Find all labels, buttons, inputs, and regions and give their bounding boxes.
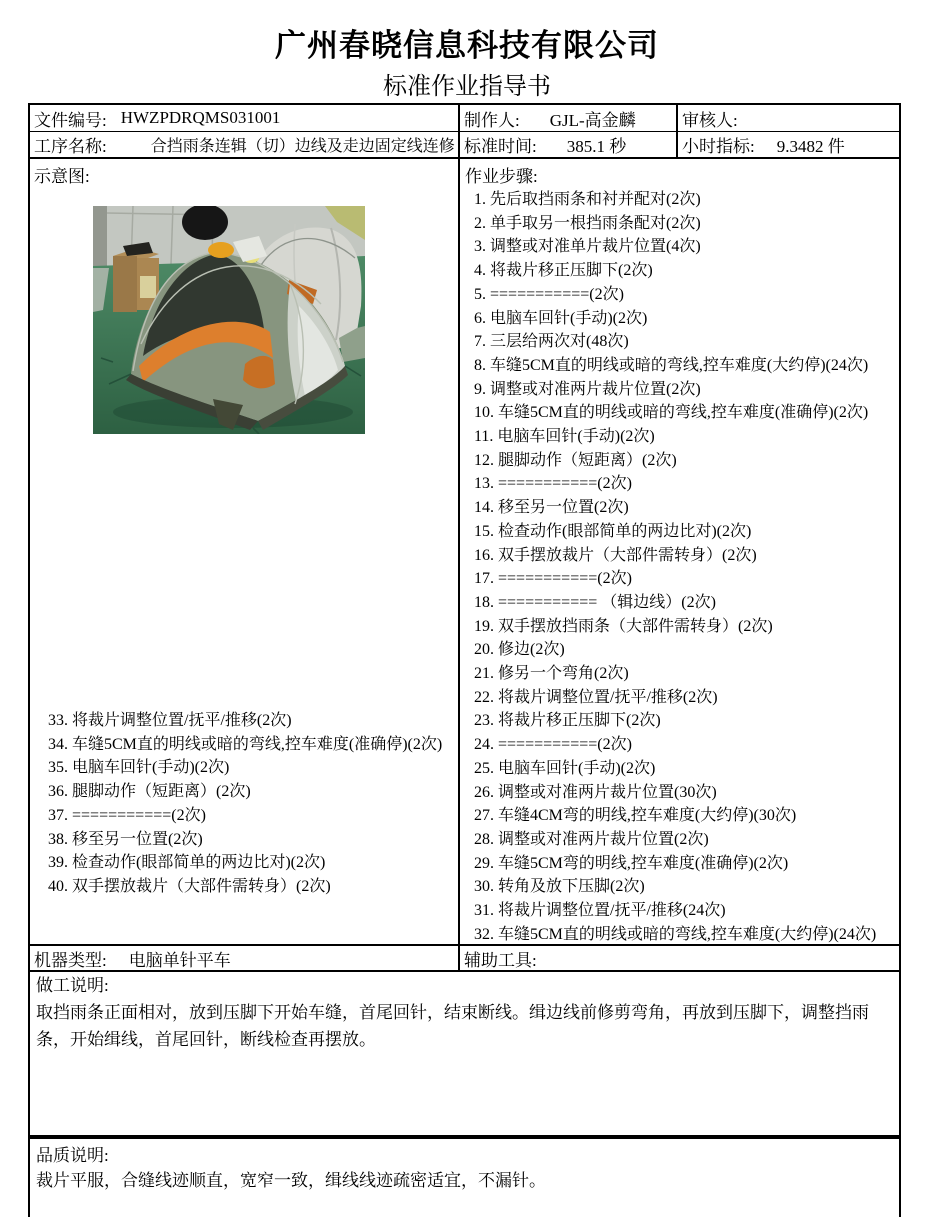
std-time-cell <box>460 132 678 157</box>
process-label: 工序名称: <box>34 137 107 156</box>
step-item: 34. 车缝5CM直的明线或暗的弯线,控车难度(准确停)(2次) <box>48 735 443 753</box>
step-item: 25. 电脑车回针(手动)(2次) <box>474 759 656 777</box>
work-note-box <box>30 972 899 1139</box>
document-title: 标准作业指导书 <box>383 74 551 100</box>
step-item: 37. ===========(2次) <box>48 806 206 824</box>
steps-cell <box>460 159 899 944</box>
maker-value: GJL-高金麟 <box>549 110 636 130</box>
step-item: 20. 修边(2次) <box>474 641 565 659</box>
diagram-label: 示意图: <box>34 167 90 186</box>
maker-cell <box>460 105 678 131</box>
main-row <box>30 159 899 946</box>
step-item: 6. 电脑车回针(手动)(2次) <box>474 309 648 327</box>
step-item: 2. 单手取另一根挡雨条配对(2次) <box>474 214 701 232</box>
step-item: 28. 调整或对准两片裁片位置(2次) <box>474 830 709 848</box>
step-item: 15. 检查动作(眼部简单的两边比对)(2次) <box>474 522 752 540</box>
maker-label: 制作人: <box>464 110 520 130</box>
instruction-table <box>28 103 901 1217</box>
work-note-text: 取挡雨条正面相对，放到压脚下开始车缝，首尾回针，结束断线。缉边线前修剪弯角，再放到压脚下，调整挡雨条，开始缉线，首尾回针，断线检查再摆放。 <box>36 1003 869 1049</box>
step-item: 18. =========== （辑边线）(2次) <box>474 593 716 611</box>
step-item: 19. 双手摆放挡雨条（大部件需转身）(2次) <box>474 617 773 635</box>
steps-list-1-32 <box>474 188 899 944</box>
hour-target-label: 小时指标: <box>682 137 755 156</box>
quality-note-label: 品质说明: <box>36 1146 109 1165</box>
process-cell <box>30 132 460 157</box>
step-item: 22. 将裁片调整位置/抚平/推移(2次) <box>474 688 718 706</box>
step-item: 39. 检查动作(眼部简单的两边比对)(2次) <box>48 854 326 872</box>
step-item: 31. 将裁片调整位置/抚平/推移(24次) <box>474 902 726 920</box>
step-item: 12. 腿脚动作（短距离）(2次) <box>474 451 677 469</box>
machine-value: 电脑单针平车 <box>128 950 231 970</box>
step-item: 13. ===========(2次) <box>474 475 632 493</box>
hour-target-value: 9.3482 件 <box>776 137 845 156</box>
auditor-label: 审核人: <box>682 110 738 130</box>
step-item: 11. 电脑车回针(手动)(2次) <box>474 428 655 446</box>
step-item: 4. 将裁片移正压脚下(2次) <box>474 262 653 280</box>
std-time-value: 385.1 秒 <box>566 137 627 156</box>
step-item: 21. 修另一个弯角(2次) <box>474 665 629 683</box>
step-item: 3. 调整或对准单片裁片位置(4次) <box>474 238 701 256</box>
file-no-label: 文件编号: <box>34 110 107 130</box>
work-note-label: 做工说明: <box>36 976 109 995</box>
step-item: 26. 调整或对准两片裁片位置(30次) <box>474 783 717 801</box>
steps-list-33-40 <box>48 709 458 899</box>
tools-label: 辅助工具: <box>464 950 537 970</box>
step-item: 30. 转角及放下压脚(2次) <box>474 878 645 896</box>
steps-label: 作业步骤: <box>465 167 538 186</box>
company-title: 广州春晓信息科技有限公司 <box>275 28 659 63</box>
step-item: 29. 车缝5CM弯的明线,控车难度(准确停)(2次) <box>474 854 789 872</box>
step-item: 33. 将裁片调整位置/抚平/推移(2次) <box>48 712 292 729</box>
step-item: 1. 先后取挡雨条和衬并配对(2次) <box>474 191 701 208</box>
file-no-cell <box>30 105 460 131</box>
info-row-2 <box>30 132 899 159</box>
quality-note-text: 裁片平服，合缝线迹顺直，宽窄一致，缉线线迹疏密适宜，不漏针。 <box>36 1171 546 1190</box>
quality-note-box <box>30 1139 899 1217</box>
step-item: 7. 三层给两次对(48次) <box>474 333 629 351</box>
tools-cell <box>460 946 899 970</box>
step-item: 27. 车缝4CM弯的明线,控车难度(大约停)(30次) <box>474 807 797 825</box>
step-item: 9. 调整或对准两片裁片位置(2次) <box>474 380 701 398</box>
machine-row <box>30 946 899 972</box>
step-item: 8. 车缝5CM直的明线或暗的弯线,控车难度(大约停)(24次) <box>474 356 869 374</box>
auditor-cell <box>678 105 899 131</box>
file-no-value: HWZPDRQMS031001 <box>120 108 281 127</box>
step-item: 14. 移至另一位置(2次) <box>474 499 629 517</box>
step-item: 36. 腿脚动作（短距离）(2次) <box>48 783 251 801</box>
machine-cell <box>30 946 460 970</box>
std-time-label: 标准时间: <box>464 137 537 156</box>
step-item: 5. ===========(2次) <box>474 285 624 303</box>
machine-label: 机器类型: <box>34 950 107 970</box>
step-item: 24. ===========(2次) <box>474 736 632 754</box>
step-item: 23. 将裁片移正压脚下(2次) <box>474 712 661 730</box>
step-item: 35. 电脑车回针(手动)(2次) <box>48 759 230 777</box>
step-item: 17. ===========(2次) <box>474 570 632 588</box>
tent-photo <box>93 206 365 434</box>
step-item: 32. 车缝5CM直的明线或暗的弯线,控车难度(大约停)(24次) <box>474 925 877 943</box>
hour-target-cell <box>678 132 899 157</box>
info-row-1 <box>30 105 899 132</box>
step-item: 38. 移至另一位置(2次) <box>48 830 203 848</box>
step-item: 40. 双手摆放裁片（大部件需转身）(2次) <box>48 877 331 895</box>
diagram-cell <box>30 159 460 944</box>
step-item: 16. 双手摆放裁片（大部件需转身）(2次) <box>474 546 757 564</box>
process-value: 合挡雨条连辑（切）边线及走边固定线连修 <box>150 138 455 155</box>
step-item: 10. 车缝5CM直的明线或暗的弯线,控车难度(准确停)(2次) <box>474 404 869 422</box>
